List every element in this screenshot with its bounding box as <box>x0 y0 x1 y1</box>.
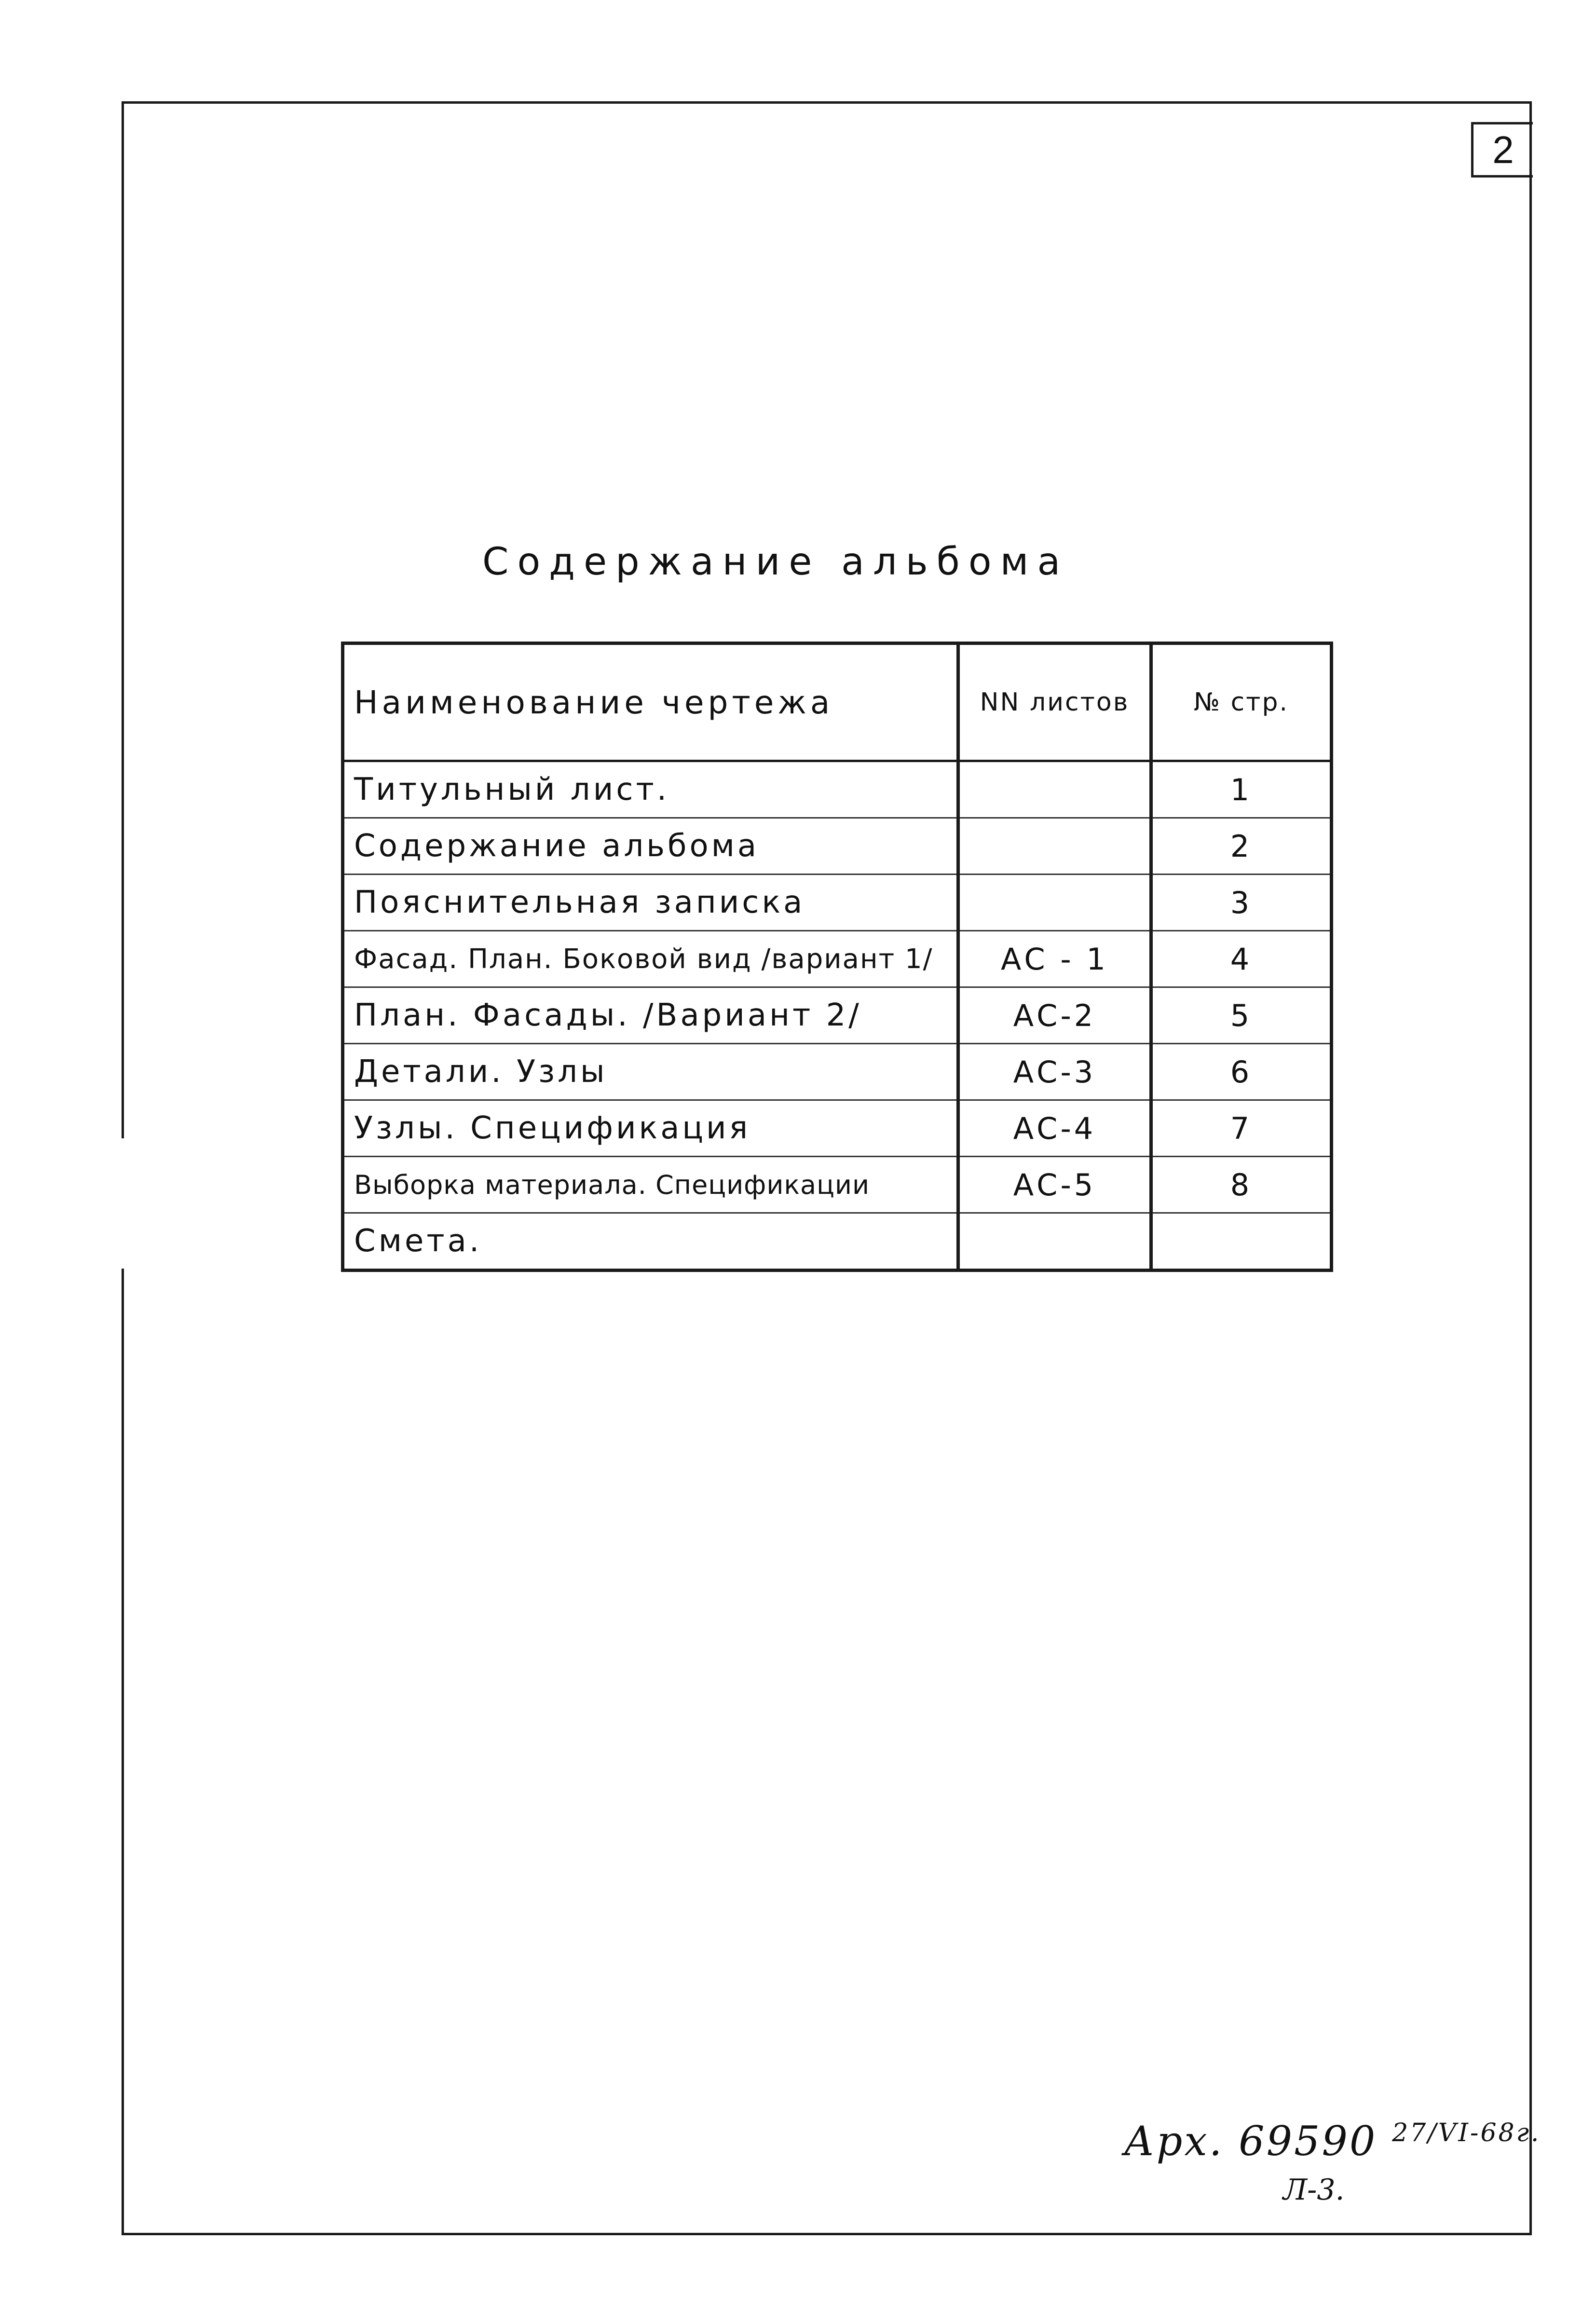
archive-label: Арх. 69590 <box>1124 2118 1378 2165</box>
table-row <box>343 875 1332 931</box>
row-name: Фасад. План. Боковой вид /вариант 1/ <box>343 931 958 987</box>
row-page <box>1151 1213 1332 1271</box>
row-page: 2 <box>1151 818 1332 875</box>
row-page: 6 <box>1151 1044 1332 1100</box>
page-number: 2 <box>1471 122 1533 178</box>
row-sheets <box>958 875 1151 931</box>
row-name: Титульный лист. <box>343 761 958 818</box>
header-drawing-name: Наименование чертежа <box>343 643 958 761</box>
table-header-row <box>343 643 1332 761</box>
row-page: 1 <box>1151 761 1332 818</box>
page-title: Содержание альбома <box>482 540 1069 584</box>
row-sheets: АС-2 <box>958 987 1151 1044</box>
row-sheets <box>958 818 1151 875</box>
table-row <box>343 1157 1332 1213</box>
row-page: 8 <box>1151 1157 1332 1213</box>
row-name: План. Фасады. /Вариант 2/ <box>343 987 958 1044</box>
table-row <box>343 931 1332 987</box>
row-sheets: АС-3 <box>958 1044 1151 1100</box>
row-sheets: АС-5 <box>958 1157 1151 1213</box>
row-page: 7 <box>1151 1100 1332 1157</box>
row-name: Выборка материала. Спецификации <box>343 1157 958 1213</box>
row-sheets <box>958 761 1151 818</box>
contents-table <box>341 642 1333 1272</box>
archive-date: 27/VI-68г. <box>1392 2119 1541 2147</box>
row-name: Пояснительная записка <box>343 875 958 931</box>
row-name: Содержание альбома <box>343 818 958 875</box>
row-name: Детали. Узлы <box>343 1044 958 1100</box>
table-row <box>343 818 1332 875</box>
binding-gap <box>118 1138 125 1269</box>
table-row <box>343 1100 1332 1157</box>
table-row <box>343 1213 1332 1271</box>
row-page: 3 <box>1151 875 1332 931</box>
row-page: 5 <box>1151 987 1332 1044</box>
row-sheets: АС - 1 <box>958 931 1151 987</box>
header-sheet-numbers: NN листов <box>958 643 1151 761</box>
table-row <box>343 1044 1332 1100</box>
row-sheets: АС-4 <box>958 1100 1151 1157</box>
row-sheets <box>958 1213 1151 1271</box>
archive-sheet-number: Л-3. <box>1283 2173 1345 2207</box>
header-page-number: № стр. <box>1151 643 1332 761</box>
row-page: 4 <box>1151 931 1332 987</box>
archive-stamp <box>1124 2118 1541 2165</box>
row-name: Смета. <box>343 1213 958 1271</box>
table-row <box>343 987 1332 1044</box>
row-name: Узлы. Спецификация <box>343 1100 958 1157</box>
table-row <box>343 761 1332 818</box>
